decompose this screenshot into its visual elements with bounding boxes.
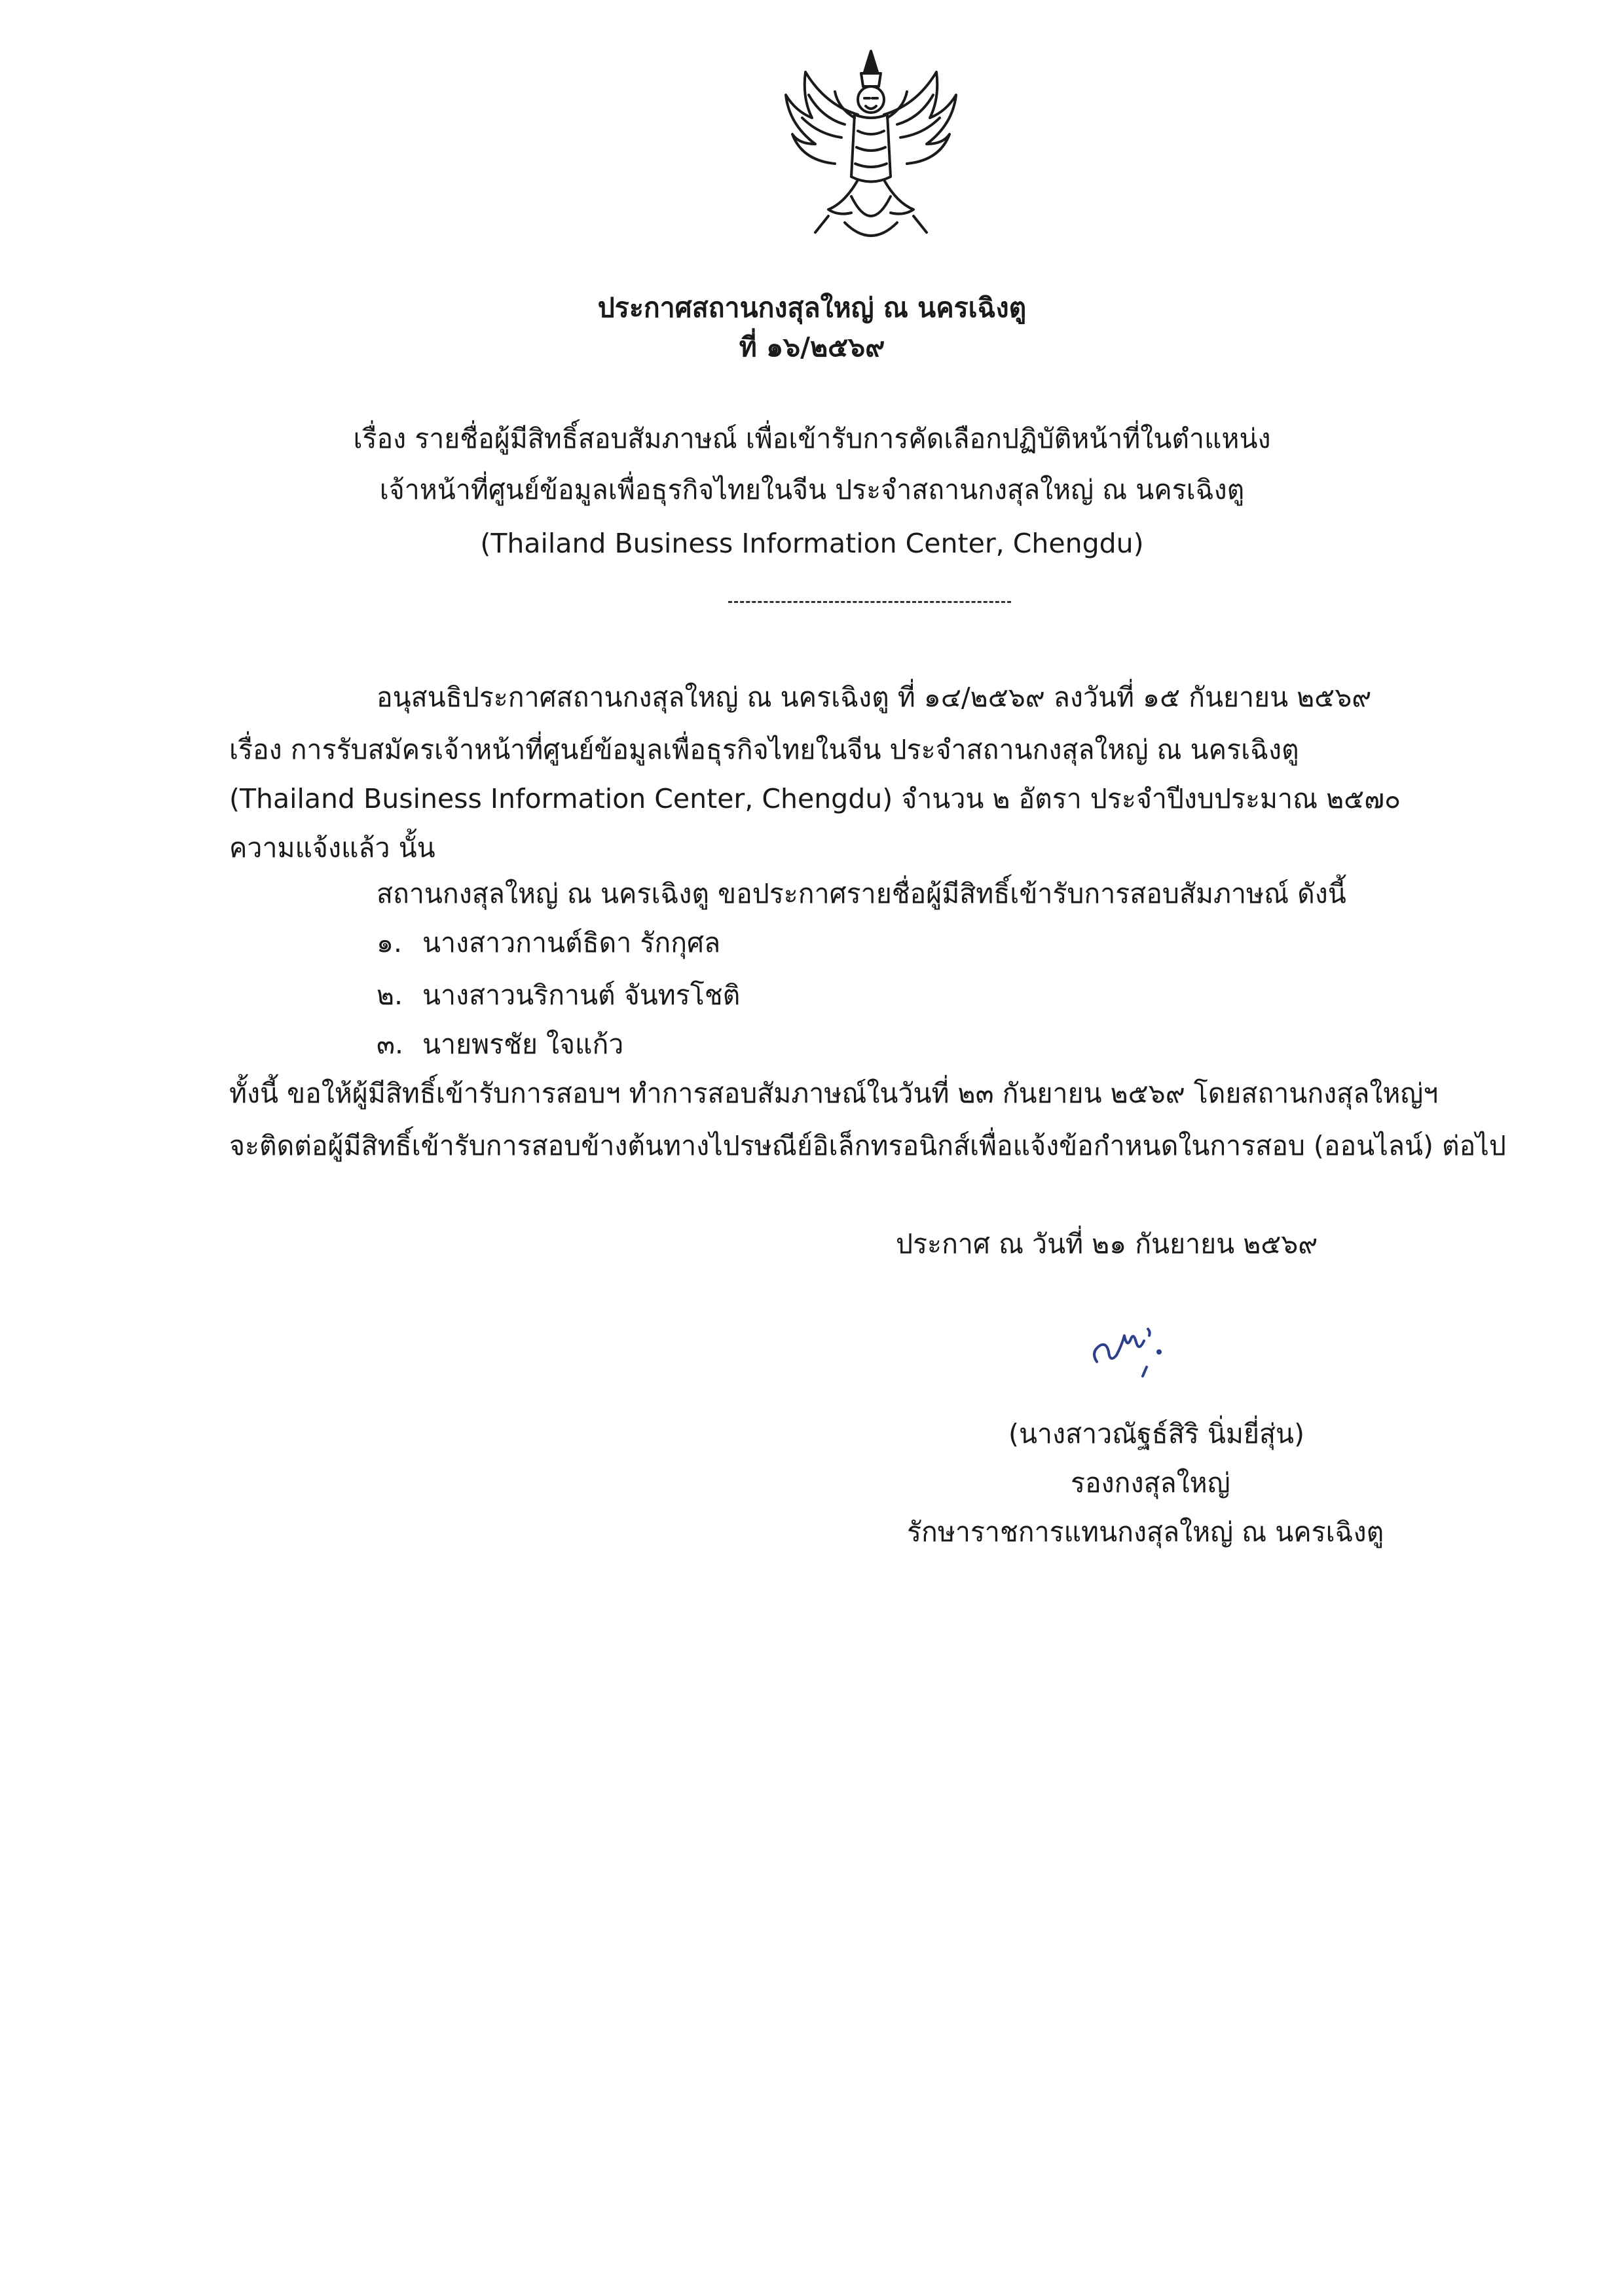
candidate-name: นางสาวนริกานต์ จันทรโชติ xyxy=(422,979,741,1011)
signer-title: รองกงสุลใหญ่ xyxy=(1071,1467,1230,1499)
paragraph-3-line-1: ทั้งนี้ ขอให้ผู้มีสิทธิ์เข้ารับการสอบฯ ทำการสอบสัมภาษณ์ในวันที่ ๒๓ กันยายน ๒๕๖๙ โดยสถานกงสุลใหญ่ฯ xyxy=(229,1078,1439,1109)
announcement-date: ประกาศ ณ วันที่ ๒๑ กันยายน ๒๕๖๙ xyxy=(896,1228,1318,1260)
paragraph-1-line-4: ความแจ้งแล้ว นั้น xyxy=(229,832,435,864)
paragraph-1-line-1: อนุสนธิประกาศสถานกงสุลใหญ่ ณ นครเฉิงตู ที่ ๑๔/๒๕๖๙ ลงวันที่ ๑๕ กันยายน ๒๕๖๙ xyxy=(377,682,1372,713)
garuda-emblem-icon xyxy=(766,46,976,255)
candidate-name: นางสาวกานต์ธิดา รักกุศล xyxy=(422,927,721,958)
candidate-number: ๑. xyxy=(377,927,403,958)
subject-line-2: เจ้าหน้าที่ศูนย์ข้อมูลเพื่อธุรกิจไทยในจีน ประจำสถานกงสุลใหญ่ ณ นครเฉิงตู xyxy=(379,474,1245,505)
announcement-title: ประกาศสถานกงสุลใหญ่ ณ นครเฉิงตู xyxy=(597,292,1027,323)
candidate-number: ๓. xyxy=(377,1029,404,1060)
paragraph-3-line-2: จะติดต่อผู้มีสิทธิ์เข้ารับการสอบข้างต้นทางไปรษณีย์อิเล็กทรอนิกส์เพื่อแจ้งข้อกำหนดในการสอบ (ออนไลน์) ต่อไป xyxy=(229,1130,1506,1161)
paragraph-1-line-2: เรื่อง การรับสมัครเจ้าหน้าที่ศูนย์ข้อมูลเพื่อธุรกิจไทยในจีน ประจำสถานกงสุลใหญ่ ณ นครเฉิงตู xyxy=(229,734,1299,765)
signer-role: รักษาราชการแทนกงสุลใหญ่ ณ นครเฉิงตู xyxy=(907,1516,1384,1548)
paragraph-2: สถานกงสุลใหญ่ ณ นครเฉิงตู ขอประกาศรายชื่อผู้มีสิทธิ์เข้ารับการสอบสัมภาษณ์ ดังนี้ xyxy=(377,878,1346,909)
announcement-number: ที่ ๑๖/๒๕๖๙ xyxy=(739,331,885,363)
candidate-number: ๒. xyxy=(377,979,403,1011)
candidate-name: นายพรชัย ใจแก้ว xyxy=(422,1029,624,1060)
handwritten-signature-icon xyxy=(1084,1316,1175,1381)
subject-line-3: (Thailand Business Information Center, Chengdu) xyxy=(480,528,1144,559)
subject-line-1: เรื่อง รายชื่อผู้มีสิทธิ์สอบสัมภาษณ์ เพื่อเข้ารับการคัดเลือกปฏิบัติหน้าที่ในตำแหน่ง xyxy=(353,423,1271,454)
divider xyxy=(728,601,1011,603)
paragraph-1-line-3: (Thailand Business Information Center, Chengdu) จำนวน ๒ อัตรา ประจำปีงบประมาณ ๒๕๗๐ xyxy=(229,783,1401,814)
signer-name: (นางสาวณัฐธ์สิริ นิ่มยี่สุ่น) xyxy=(1008,1418,1305,1449)
